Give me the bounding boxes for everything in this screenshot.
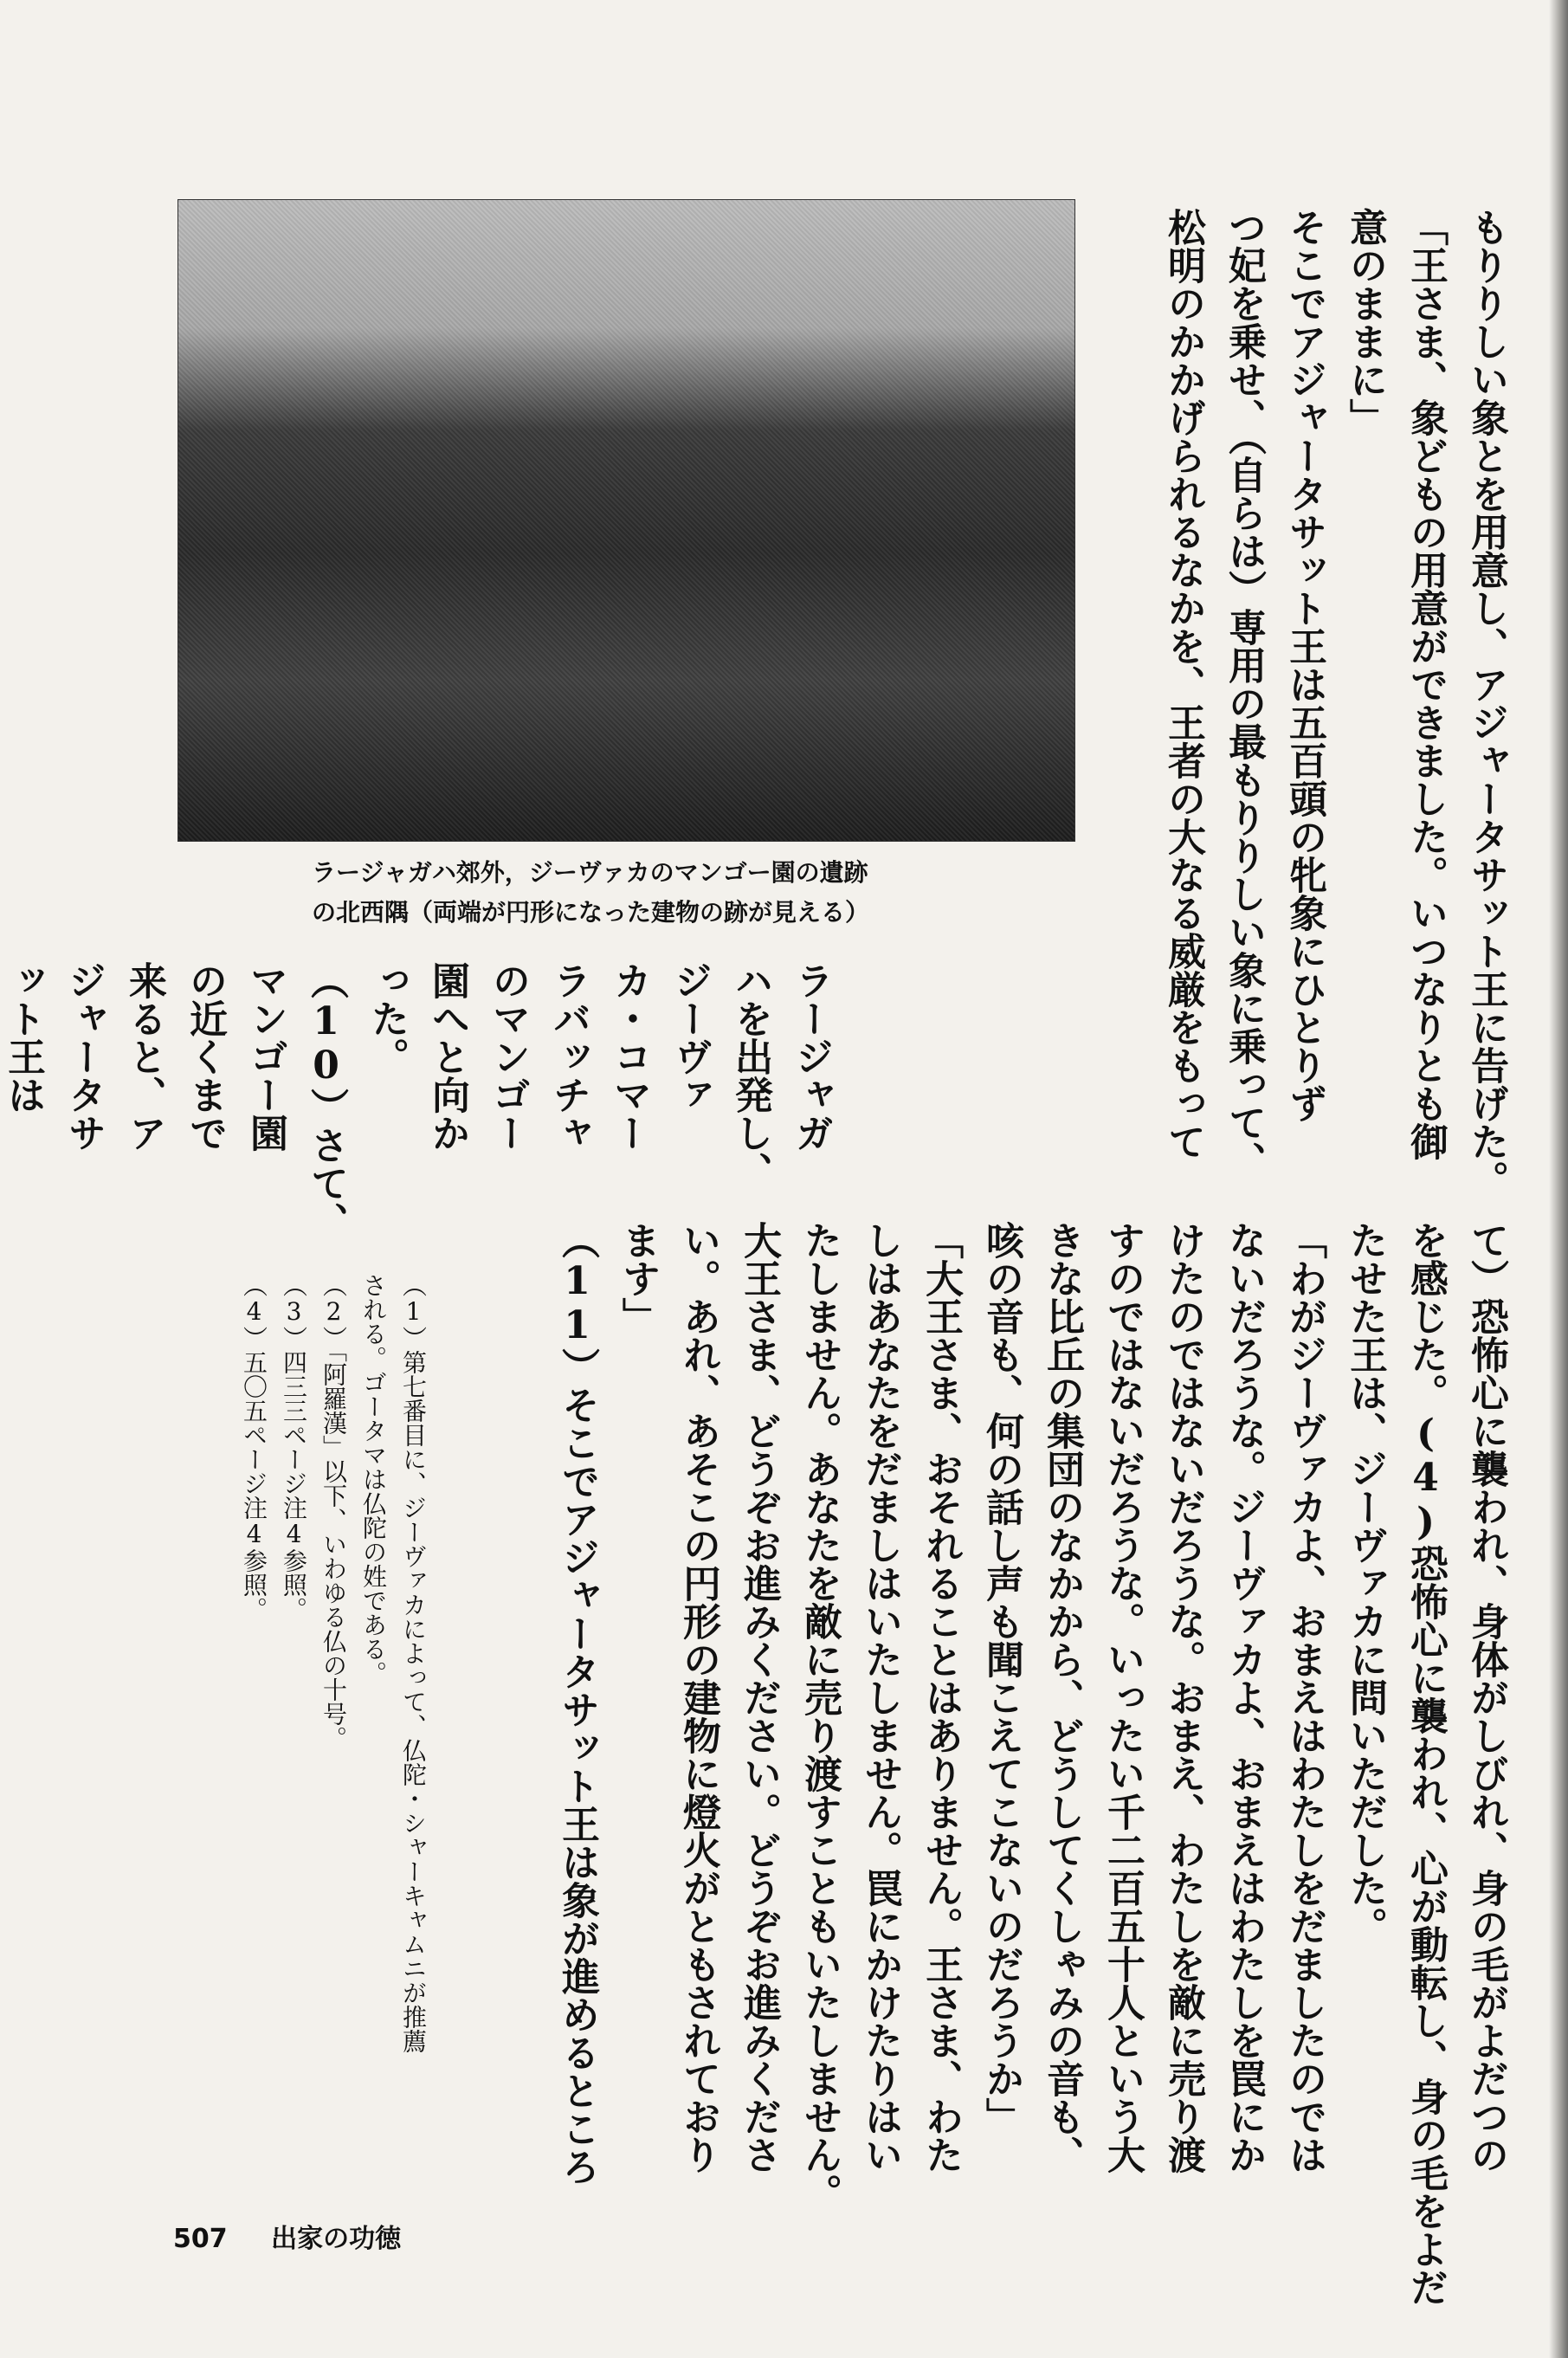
text-column: ラバッチャ [546, 961, 590, 1152]
running-title: 出家の功徳 [271, 2224, 402, 2254]
caption-line: の北西隅（両端が円形になった建物の跡が見える） [312, 898, 870, 927]
footnote: （4）五〇五ページ注4参照。 [240, 1273, 268, 1621]
text-column: った。 [365, 961, 409, 1076]
text-column: しはあなたをだましはいたしません。罠にかけたりはい [858, 1221, 902, 2174]
text-column: ット王は [1, 961, 45, 1114]
footnotes [234, 1273, 433, 2053]
binding-shadow [1549, 0, 1568, 2358]
text-column: を感じた。(4)恐怖心に襲われ、心が動転し、身の毛をよだ [1403, 1221, 1448, 2306]
photo-caption [312, 853, 1091, 933]
text-column: 「わがジーヴァカよ、おまえはわたしをだましたのでは [1282, 1221, 1326, 2174]
text-column: のマンゴー [486, 961, 530, 1152]
page-number: 507 [173, 2224, 228, 2254]
text-column: ます」 [616, 1221, 660, 1335]
text-column: ハを出発し、 [728, 961, 772, 1190]
caption-line: ラージャガハ郊外，ジーヴァカのマンゴー園の遺跡 [312, 858, 868, 887]
text-column: （10）さて、 [304, 961, 348, 1240]
page-footer [173, 2217, 436, 2255]
text-column: そこでアジャータサット王は五百頭の牝象にひとりず [1282, 208, 1326, 1122]
footnote: される。ゴータマは仏陀の姓である。 [359, 1273, 388, 1685]
text-column: もりりしい象とを用意し、アジャータサット王に告げた。 [1464, 208, 1508, 1198]
text-column: つ妃を乗せ、（自らは）専用の最もりりしい象に乗って、 [1222, 208, 1266, 1179]
footnote: （2）「阿羅漢」以下、いわゆる仏の十号。 [319, 1273, 348, 1750]
main-text-top [1152, 208, 1516, 1198]
text-column: て）恐怖心に襲われ、身体がしびれ、身の毛がよだつの [1464, 1221, 1508, 2174]
text-column: 大王さま、どうぞお進みください。どうぞお進みくださ [737, 1221, 781, 2174]
text-column: の近くまで [183, 961, 227, 1152]
footnote: （3）四三三ページ注4参照。 [280, 1273, 308, 1621]
text-column: カ・コマー [607, 961, 651, 1152]
footnote: （1）第七番目に、ジーヴァカによって、仏陀・シャーキャムニが推薦 [399, 1273, 428, 2053]
text-column: ないだろうな。ジーヴァカよ、おまえはわたしを罠にか [1222, 1221, 1266, 2174]
text-column: きな比丘の集団のなかから、どうしてくしゃみの音も、 [1040, 1221, 1084, 2174]
text-column: すのではないだろうな。いったい千二百五十人という大 [1100, 1221, 1145, 2174]
text-column: 「大王さま、おそれることはありません。王さま、わた [919, 1221, 963, 2174]
text-column: ジャータサ [61, 961, 106, 1152]
narrow-text-under-photo [0, 961, 841, 1240]
text-column: たせた王は、ジーヴァカに問いただした。 [1343, 1221, 1387, 1945]
text-column: けたのではないだろうな。おまえ、わたしを敵に売り渡 [1161, 1221, 1205, 2174]
text-column: ラージャガ [789, 961, 833, 1152]
archaeological-site-photo [177, 199, 1075, 842]
text-column: たしません。あなたを敵に売り渡すこともいたしません。 [797, 1221, 842, 2212]
text-column: 咳の音も、何の話し声も聞こえてこないのだろうか」 [979, 1221, 1023, 2135]
text-column: 松明のかかげられるなかを、王者の大なる威厳をもって [1161, 208, 1205, 1160]
text-column: 意のままに」 [1343, 208, 1387, 436]
text-column: 来ると、ア [122, 961, 166, 1152]
main-text-bottom [546, 1221, 1516, 2306]
text-column: ジーヴァ [668, 961, 712, 1114]
text-column: （11）そこでアジャータサット王は象が進めるところ [555, 1221, 599, 2186]
text-column: 園へと向か [425, 961, 469, 1152]
text-column: 「王さま、象どもの用意ができました。いつなりとも御 [1403, 208, 1448, 1160]
text-column: い。あれ、あそこの円形の建物に燈火がともされており [676, 1221, 720, 2174]
text-column: マンゴー園 [243, 961, 287, 1152]
